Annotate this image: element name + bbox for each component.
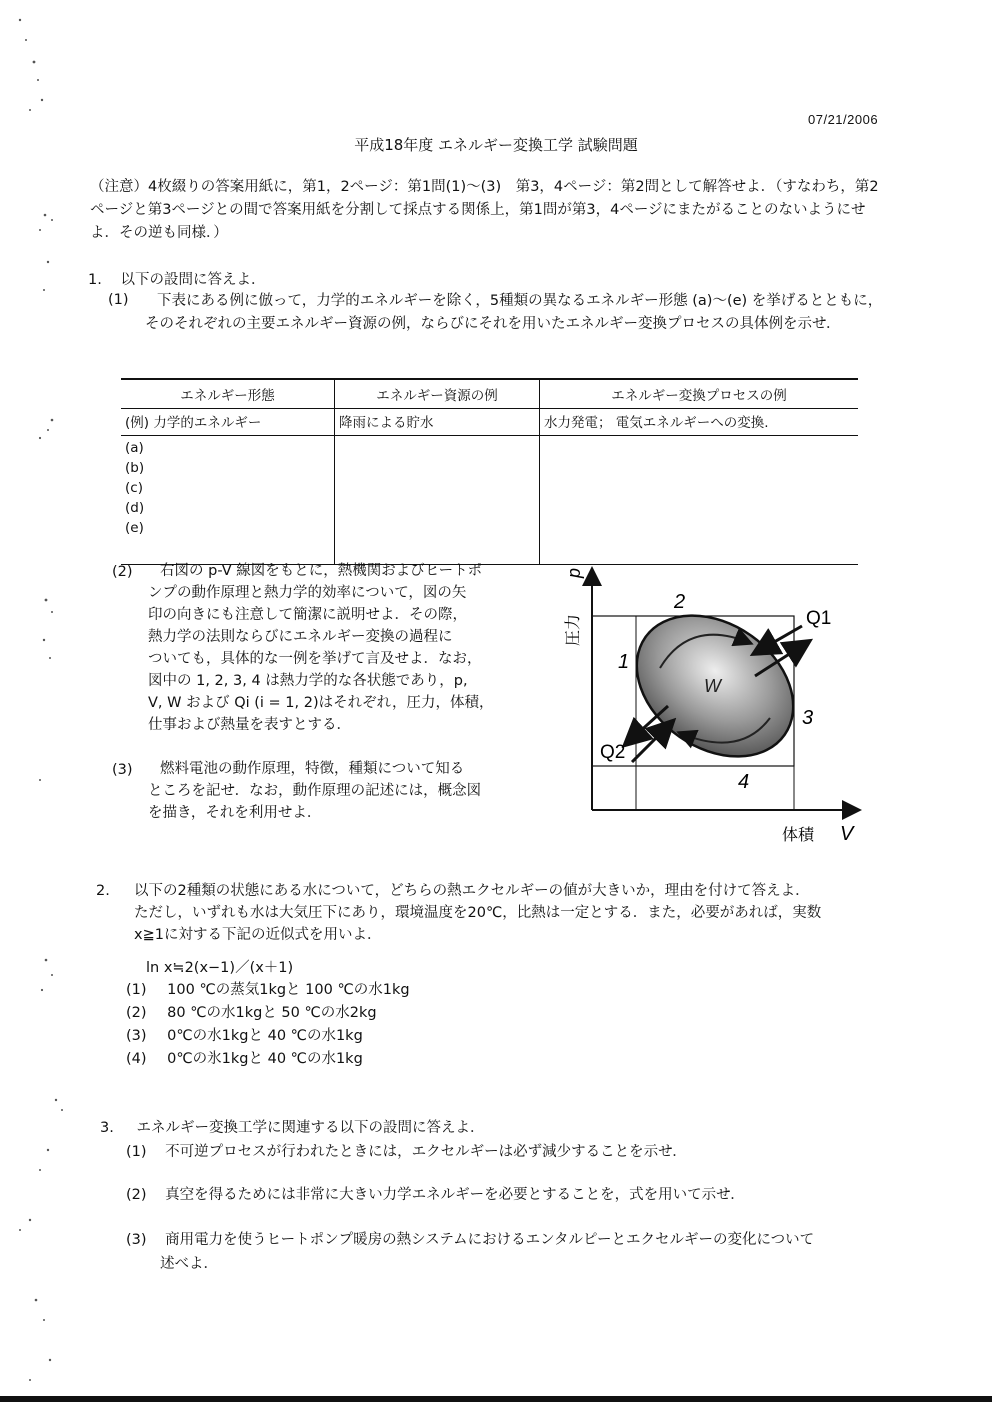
q2-number: 2. xyxy=(96,883,110,899)
q2-item-2 xyxy=(126,1001,377,1022)
q3-item-3-continuation: 述べよ． xyxy=(160,1256,218,1272)
scan-bottom-edge xyxy=(0,1396,992,1402)
q1-sub2-line: 右図の p-V 線図をもとに，熱機関およびヒートポ xyxy=(160,563,483,579)
instructions-note: （注意）4枚綴りの答案用紙に，第1，2ページ：第1問(1)〜(3) 第3，4ページ：第2問として解答せよ．（すなわち，第2ページと第3ページとの間で答案用紙を分割して採点する関係上，第1問が第3，4ページにまたがることのないようにせよ．その逆も同様．） xyxy=(90,179,879,241)
q2-item-text: 80 ℃の水1kgと 50 ℃の水2kg xyxy=(167,1005,377,1021)
q2-item-text: 0℃の水1kgと 40 ℃の水1kg xyxy=(167,1028,363,1044)
example-energy-resource: 降雨による貯水 xyxy=(335,409,540,436)
q1-label: Q1 xyxy=(806,608,832,629)
q3-item-text: 商用電力を使うヒートポンプ暖房の熱システムにおけるエンタルピーとエクセルギーの変化について xyxy=(165,1232,815,1248)
q1-sub2-line: ンプの動作原理と熱力学的効率について，図の矢 xyxy=(148,585,467,601)
q1-text: 以下の設問に答えよ． xyxy=(120,272,266,288)
q2-arrow-out xyxy=(626,706,668,744)
header-energy-form: エネルギー形態 xyxy=(121,379,335,409)
q2-line: ただし，いずれも水は大気圧下にあり，環境温度を20℃，比熱は一定とする．また，必要があれば，実数 xyxy=(134,905,822,921)
state-1-label: 1 xyxy=(618,651,630,673)
q3-number: 3. xyxy=(100,1120,114,1136)
q3-item-number: (2) xyxy=(126,1187,147,1203)
q2-line: x≧1に対する下記の近似式を用いよ． xyxy=(134,927,382,943)
q1-sub3-line: ところを記せ．なお，動作原理の記述には，概念図 xyxy=(148,783,482,799)
q1-sub2-line: 印の向きにも注意して簡潔に説明せよ．その際， xyxy=(148,607,467,623)
energy-table-answer-rows xyxy=(121,436,858,565)
q2-label: Q2 xyxy=(600,742,626,763)
x-axis-label: 体積 xyxy=(782,825,815,844)
state-3-label: 3 xyxy=(802,707,814,729)
example-conversion-process: 水力発電； 電気エネルギーへの変換. xyxy=(540,409,859,436)
row-label-a: (a) xyxy=(125,440,144,456)
q1-sub2-number: (2) xyxy=(112,564,133,580)
energy-table-header xyxy=(121,379,858,409)
q1-sub2-line: 図中の 1, 2, 3, 4 は熱力学的な各状態であり，p, xyxy=(148,673,468,689)
exam-title: 平成18年度 エネルギー変換工学 試験問題 xyxy=(354,136,638,154)
q1-sub2-line: V, W および Qi (i = 1, 2)はそれぞれ，圧力，体積， xyxy=(148,695,494,711)
q2-item-1 xyxy=(126,978,410,999)
q2-item-text: 100 ℃の蒸気1kgと 100 ℃の水1kg xyxy=(167,982,410,998)
q2-item-number: (4) xyxy=(126,1051,147,1067)
answer-energy-form-cell xyxy=(121,436,335,565)
work-label: W xyxy=(704,676,721,696)
y-axis-label: 圧力 xyxy=(563,613,582,646)
q1-sub2-line: 熱力学の法則ならびにエネルギー変換の過程に xyxy=(148,629,453,645)
q3-heading xyxy=(100,1116,484,1137)
header-energy-resource: エネルギー資源の例 xyxy=(335,379,540,409)
q1-sub1-number: (1) xyxy=(108,292,129,308)
q1-sub3-text xyxy=(148,758,528,824)
q3-item-number: (1) xyxy=(126,1144,147,1160)
q3-item-text: 不可逆プロセスが行われたときには，エクセルギーは必ず減少することを示せ． xyxy=(165,1144,687,1160)
energy-table xyxy=(121,378,858,565)
q1-sub1-text: 下表にある例に倣って，力学的エネルギーを除く，5種類の異なるエネルギー形態 (a)〜(e) を挙げるとともに，そのそれぞれの主要エネルギー資源の例，ならびにそれを用いたエネルギー変換プロセスの具体例を示せ． xyxy=(145,293,883,332)
pv-diagram xyxy=(550,558,870,858)
example-energy-form: (例) 力学的エネルギー xyxy=(121,409,335,436)
q2-arrow-in xyxy=(632,722,672,762)
exam-date: 07/21/2006 xyxy=(808,112,879,127)
scan-speck-decoration xyxy=(0,0,70,1402)
row-label-c: (c) xyxy=(125,480,143,496)
row-label-e: (e) xyxy=(125,520,144,536)
q2-item-4 xyxy=(126,1047,363,1068)
x-axis-symbol: V xyxy=(840,823,854,845)
q1-sub2-text xyxy=(148,560,528,736)
row-label-d: (d) xyxy=(125,500,145,516)
state-4-label: 4 xyxy=(738,771,750,793)
q3-item-text: 真空を得るためには非常に大きい力学エネルギーを必要とすることを，式を用いて示せ． xyxy=(165,1187,745,1203)
q1-sub3-number: (3) xyxy=(112,762,133,778)
q1-heading xyxy=(88,268,265,289)
answer-process-cell xyxy=(540,436,859,565)
q2-item-number: (1) xyxy=(126,982,147,998)
q1-sub2-line: 仕事および熱量を表すとする． xyxy=(148,717,351,733)
y-axis-symbol: p xyxy=(564,567,584,578)
q3-item-1 xyxy=(126,1140,687,1161)
answer-resource-cell xyxy=(335,436,540,565)
q3-item-number: (3) xyxy=(126,1232,147,1248)
q1-sub3-line: 燃料電池の動作原理，特徴，種類について知る xyxy=(160,761,465,777)
q3-item-3 xyxy=(126,1228,814,1249)
q2-item-3 xyxy=(126,1024,363,1045)
q2-item-number: (2) xyxy=(126,1005,147,1021)
q2-text xyxy=(134,880,904,946)
q1-sub2-line: ついても，具体的な一例を挙げて言及せよ．なお， xyxy=(148,651,482,667)
q1-number: 1. xyxy=(88,272,102,288)
q2-line: 以下の2種類の状態にある水について，どちらの熱エクセルギーの値が大きいか，理由を付けて答えよ． xyxy=(134,883,810,899)
energy-table-example-row xyxy=(121,409,858,436)
state-2-label: 2 xyxy=(674,591,686,613)
q2-item-text: 0℃の氷1kgと 40 ℃の水1kg xyxy=(167,1051,363,1067)
header-conversion-process: エネルギー変換プロセスの例 xyxy=(540,379,859,409)
q3-text: エネルギー変換工学に関連する以下の設問に答えよ． xyxy=(136,1120,485,1136)
q1-sub3-line: を描き，それを利用せよ． xyxy=(148,805,322,821)
q3-item-2 xyxy=(126,1183,745,1204)
q2-formula: ln x≒2(x−1)／(x＋1) xyxy=(146,960,294,976)
row-label-b: (b) xyxy=(125,460,145,476)
q2-item-number: (3) xyxy=(126,1028,147,1044)
